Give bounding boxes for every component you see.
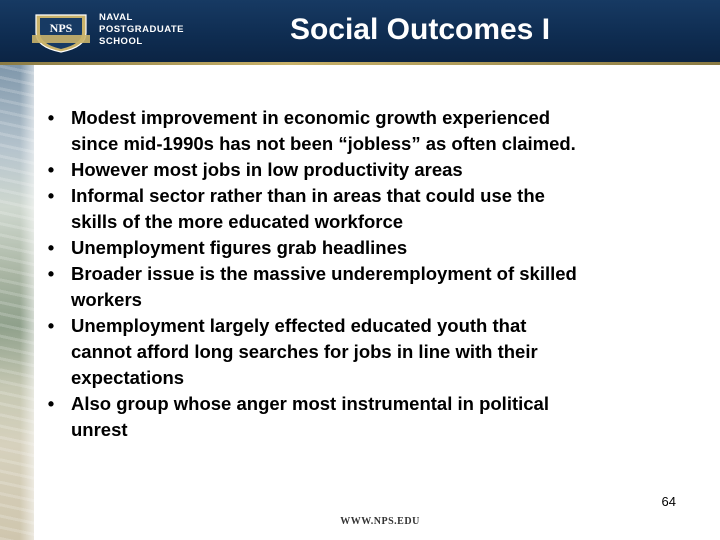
header-bar xyxy=(0,0,720,62)
bullet-item xyxy=(44,157,694,183)
bullet-item xyxy=(44,235,694,261)
bullet-line: unrest xyxy=(71,419,128,440)
bullet-line: Also group whose anger most instrumental in political xyxy=(71,393,549,414)
bullet-icon: • xyxy=(47,185,55,206)
bullet-icon: • xyxy=(47,159,55,180)
bullet-line: Broader issue is the massive underemployment of skilled xyxy=(71,263,577,284)
school-name-line: NAVAL xyxy=(99,12,133,23)
bullet-icon: • xyxy=(47,393,55,414)
bullet-icon: • xyxy=(47,263,55,284)
bullet-line: However most jobs in low productivity areas xyxy=(71,159,463,180)
bullet-item xyxy=(44,105,694,157)
photo-fade xyxy=(20,65,44,540)
header-divider xyxy=(0,62,720,65)
bullet-item xyxy=(44,391,694,443)
bullet-icon: • xyxy=(47,237,55,258)
school-name xyxy=(99,12,184,48)
bullet-line: workers xyxy=(71,289,142,310)
bullet-line: expectations xyxy=(71,367,185,388)
bullet-icon: • xyxy=(47,107,55,128)
bullet-list xyxy=(44,105,694,443)
slide-title: Social Outcomes I xyxy=(289,13,551,46)
bullet-item xyxy=(44,261,694,313)
footer-url: WWW.NPS.EDU xyxy=(340,516,420,527)
bullet-line: Unemployment figures grab headlines xyxy=(71,237,408,258)
bullet-item xyxy=(44,313,694,391)
bullet-line: Modest improvement in economic growth experienced xyxy=(71,107,551,128)
bullet-line: skills of the more educated workforce xyxy=(71,211,404,232)
bullet-line: Unemployment largely effected educated youth that xyxy=(71,315,527,336)
school-name-line: POSTGRADUATE xyxy=(99,24,184,35)
bullet-item xyxy=(44,183,694,235)
school-name-line: SCHOOL xyxy=(99,36,143,47)
nps-emblem-icon xyxy=(30,9,92,53)
bullet-icon: • xyxy=(47,315,55,336)
bullet-line: since mid-1990s has not been “jobless” as often claimed. xyxy=(71,133,576,154)
bullet-line: cannot afford long searches for jobs in line with their xyxy=(71,341,538,362)
emblem-text: NPS xyxy=(49,21,73,35)
page-number: 64 xyxy=(661,494,676,509)
bullet-line: Informal sector rather than in areas that could use the xyxy=(71,185,545,206)
